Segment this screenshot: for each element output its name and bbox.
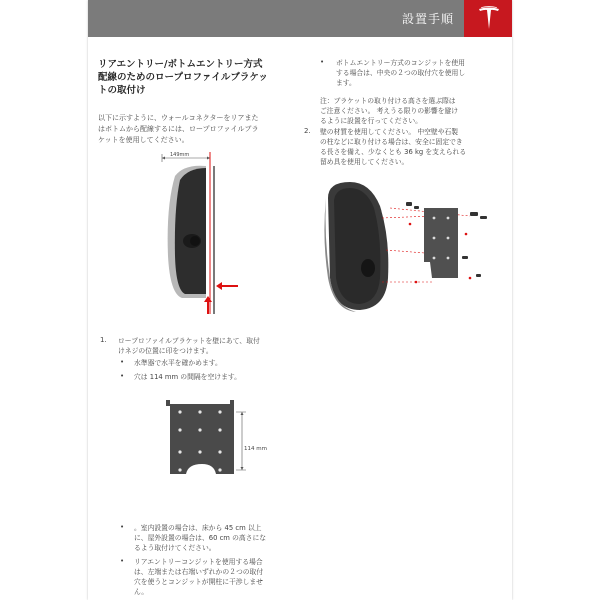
- caution-note-line: ご注意ください。 考えうる限りの影響を避け: [320, 107, 459, 115]
- rear-conduit-line: は、左端または右端いずれかの２つの取付: [134, 568, 264, 576]
- step1-bullet: 水準器で水平を確かめます。: [134, 359, 222, 367]
- bullet-icon: •: [120, 372, 125, 380]
- bottom-conduit-note: [336, 58, 496, 88]
- wall-connector-side-figure: [150, 146, 250, 321]
- step2-line: る長さを備え、少なくとも 36 kg を支えられる: [320, 148, 467, 156]
- tesla-logo-icon: [478, 6, 500, 30]
- section-heading-line: トの取付け: [98, 85, 146, 96]
- bracket-front-figure: [158, 394, 268, 486]
- intro-line: ケットを使用してください。: [98, 136, 189, 144]
- step2-text: [320, 127, 502, 167]
- caution-note: [320, 96, 500, 126]
- height-note: [134, 523, 300, 553]
- intro-line: はボトムから配線するには、ロープロファイルブラ: [98, 125, 259, 133]
- page-header: [88, 0, 512, 37]
- header-title: 設置手順: [401, 12, 454, 26]
- step2-line: 留め具を使用してください。: [320, 158, 409, 166]
- step2-line: 壁の材質を使用してください。 中空壁や石製: [320, 128, 459, 136]
- step1-bullet: 穴は 114 mm の間隔を空けます。: [134, 373, 241, 381]
- rear-conduit-line: ん。: [134, 588, 149, 596]
- section-heading-line: 配線のためのロープロファイルブラケッ: [98, 72, 268, 83]
- intro-paragraph: [98, 113, 298, 146]
- step1-line: けネジの位置に印をつけます。: [118, 347, 213, 355]
- step2-line: の柱などに取り付ける場合は、安全に固定でき: [320, 138, 463, 146]
- brand-logo: [464, 0, 512, 37]
- caution-note-line: るように設置を行ってください。: [320, 117, 422, 125]
- bullet-icon: •: [120, 523, 125, 531]
- bottom-conduit-line: ボトムエントリー方式のコンジットを使用: [336, 59, 465, 67]
- step-number: 2.: [304, 127, 311, 135]
- exploded-mount-figure: [320, 178, 500, 318]
- bottom-conduit-line: ます。: [336, 79, 356, 87]
- height-note-line: に、屋外設置の場合は、60 cm の高さにな: [134, 534, 267, 542]
- rear-conduit-line: 穴を使うとコンジットが開柱に干渉しませ: [134, 578, 263, 586]
- section-heading: [98, 58, 303, 97]
- intro-line: 以下に示すように、ウォールコネクターをリアまた: [98, 114, 259, 122]
- bottom-conduit-line: する場合は、中央の２つの取付穴を使用し: [336, 69, 466, 77]
- bullet-icon: •: [320, 58, 325, 66]
- height-note-line: 。室内設置の場合は、床から 45 cm 以上: [134, 524, 262, 532]
- step1-line: ロープロファイルブラケットを壁にあて、取付: [118, 337, 260, 345]
- height-note-line: るよう取付けてください。: [134, 544, 216, 552]
- bullet-icon: •: [120, 557, 125, 565]
- step1-text: [118, 336, 298, 356]
- width-dimension-label: 149mm: [170, 152, 190, 158]
- rear-conduit-note: [134, 557, 300, 597]
- caution-note-line: 注：ブラケットの取り付ける高さを選ぶ際は: [320, 97, 456, 105]
- step-number: 1.: [100, 336, 107, 344]
- bullet-icon: •: [120, 358, 125, 366]
- hole-spacing-label: 114 mm: [244, 446, 267, 452]
- rear-conduit-line: リアエントリーコンジットを使用する場合: [134, 558, 263, 566]
- section-heading-line: リアエントリー/ボトムエントリー方式: [98, 59, 263, 70]
